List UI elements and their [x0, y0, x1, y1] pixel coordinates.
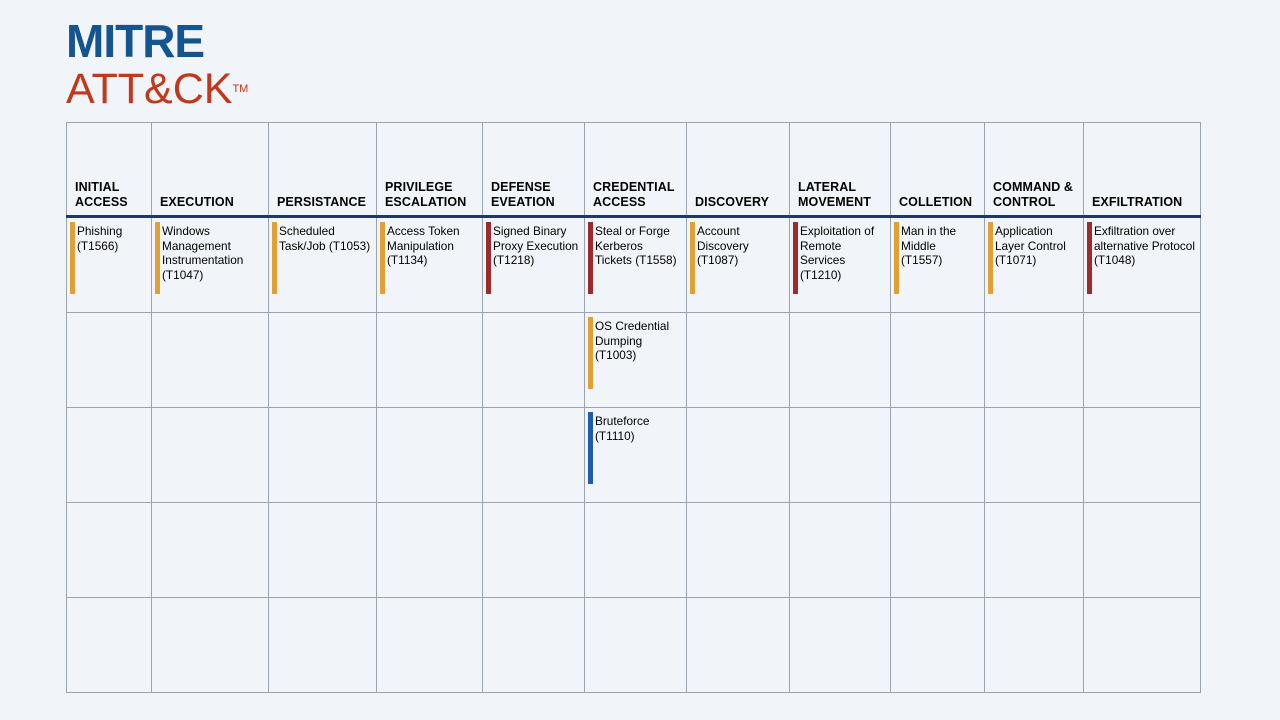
tactic-header-exfiltration	[1084, 123, 1201, 217]
logo-attack-text	[66, 66, 326, 112]
empty-cell	[585, 598, 687, 693]
tactic-header-privilege-escalation	[377, 123, 483, 217]
empty-cell	[377, 408, 483, 503]
empty-cell	[269, 408, 377, 503]
tactic-header-label: DEFENSE EVEATION	[491, 180, 555, 209]
technique-cell[interactable]	[891, 217, 985, 313]
tactic-header-lateral-movement	[790, 123, 891, 217]
empty-cell	[1084, 598, 1201, 693]
empty-cell	[687, 503, 790, 598]
technique-cell[interactable]	[585, 217, 687, 313]
empty-cell	[790, 408, 891, 503]
matrix-row	[67, 598, 1201, 693]
technique-label: Man in the Middle (T1557)	[901, 224, 957, 267]
empty-cell	[891, 313, 985, 408]
empty-cell	[687, 598, 790, 693]
technique-label: Bruteforce (T1110)	[595, 414, 650, 443]
empty-cell	[1084, 313, 1201, 408]
tactic-header-persistance	[269, 123, 377, 217]
logo-mitre-text: MITRE	[66, 15, 205, 67]
matrix-row	[67, 408, 1201, 503]
technique-cell[interactable]	[483, 217, 585, 313]
empty-cell	[67, 503, 152, 598]
empty-cell	[790, 598, 891, 693]
tactic-header-label: EXECUTION	[160, 195, 234, 209]
matrix-body	[67, 217, 1201, 693]
empty-cell	[985, 598, 1084, 693]
logo-trademark: TM	[232, 83, 249, 95]
empty-cell	[585, 503, 687, 598]
tactic-header-initial-access	[67, 123, 152, 217]
technique-label: Exfiltration over alternative Protocol (T1048)	[1094, 224, 1195, 267]
empty-cell	[377, 313, 483, 408]
empty-cell	[891, 408, 985, 503]
empty-cell	[152, 408, 269, 503]
empty-cell	[67, 408, 152, 503]
tactic-header-label: EXFILTRATION	[1092, 195, 1183, 209]
mitre-attack-logo	[66, 15, 326, 113]
technique-cell[interactable]	[985, 217, 1084, 313]
technique-cell[interactable]	[269, 217, 377, 313]
empty-cell	[985, 313, 1084, 408]
empty-cell	[790, 313, 891, 408]
empty-cell	[891, 598, 985, 693]
tactic-header-label: COMMAND & CONTROL	[993, 180, 1074, 209]
technique-label: Steal or Forge Kerberos Tickets (T1558)	[595, 224, 677, 267]
tactic-header-label: LATERAL MOVEMENT	[798, 180, 872, 209]
empty-cell	[483, 503, 585, 598]
matrix-row	[67, 503, 1201, 598]
technique-label: Access Token Manipulation (T1134)	[387, 224, 460, 267]
tactic-header-discovery	[687, 123, 790, 217]
empty-cell	[891, 503, 985, 598]
empty-cell	[790, 503, 891, 598]
technique-label: Scheduled Task/Job (T1053)	[279, 224, 371, 253]
matrix-row	[67, 313, 1201, 408]
technique-cell[interactable]	[152, 217, 269, 313]
empty-cell	[67, 313, 152, 408]
tactic-header-defense-evasion	[483, 123, 585, 217]
empty-cell	[985, 408, 1084, 503]
empty-cell	[687, 313, 790, 408]
tactic-header-command-and-control	[985, 123, 1084, 217]
technique-cell[interactable]	[377, 217, 483, 313]
tactic-header-label: COLLETION	[899, 195, 973, 209]
tactic-header-label: CREDENTIAL ACCESS	[593, 180, 675, 209]
empty-cell	[269, 313, 377, 408]
technique-cell[interactable]	[585, 313, 687, 408]
technique-label: Phishing (T1566)	[77, 224, 123, 253]
technique-label: Exploitation of Remote Services (T1210)	[800, 224, 875, 282]
technique-cell[interactable]	[585, 408, 687, 503]
technique-cell[interactable]	[67, 217, 152, 313]
attack-matrix	[66, 122, 1201, 693]
technique-label: Windows Management Instrumentation (T1047)	[162, 224, 244, 282]
empty-cell	[67, 598, 152, 693]
empty-cell	[483, 598, 585, 693]
empty-cell	[483, 408, 585, 503]
tactic-header-label: INITIAL ACCESS	[75, 180, 128, 209]
empty-cell	[1084, 408, 1201, 503]
technique-cell[interactable]	[790, 217, 891, 313]
technique-label: OS Credential Dumping (T1003)	[595, 319, 670, 362]
empty-cell	[152, 313, 269, 408]
empty-cell	[269, 503, 377, 598]
technique-label: Signed Binary Proxy Execution (T1218)	[493, 224, 579, 267]
empty-cell	[1084, 503, 1201, 598]
empty-cell	[483, 313, 585, 408]
technique-cell[interactable]	[687, 217, 790, 313]
empty-cell	[152, 503, 269, 598]
empty-cell	[985, 503, 1084, 598]
tactic-header-label: PERSISTANCE	[277, 195, 367, 209]
tactic-header-credential-access	[585, 123, 687, 217]
technique-label: Application Layer Control (T1071)	[995, 224, 1066, 267]
tactic-header-execution	[152, 123, 269, 217]
tactic-header-label: PRIVILEGE ESCALATION	[385, 180, 467, 209]
empty-cell	[152, 598, 269, 693]
empty-cell	[269, 598, 377, 693]
technique-cell[interactable]	[1084, 217, 1201, 313]
tactic-header-label: DISCOVERY	[695, 195, 770, 209]
tactic-header-collection	[891, 123, 985, 217]
empty-cell	[377, 598, 483, 693]
matrix-header-row	[67, 123, 1201, 217]
logo-attack-label: ATT&CK	[66, 65, 233, 113]
empty-cell	[687, 408, 790, 503]
empty-cell	[377, 503, 483, 598]
matrix-row	[67, 217, 1201, 313]
technique-label: Account Discovery (T1087)	[697, 224, 749, 267]
